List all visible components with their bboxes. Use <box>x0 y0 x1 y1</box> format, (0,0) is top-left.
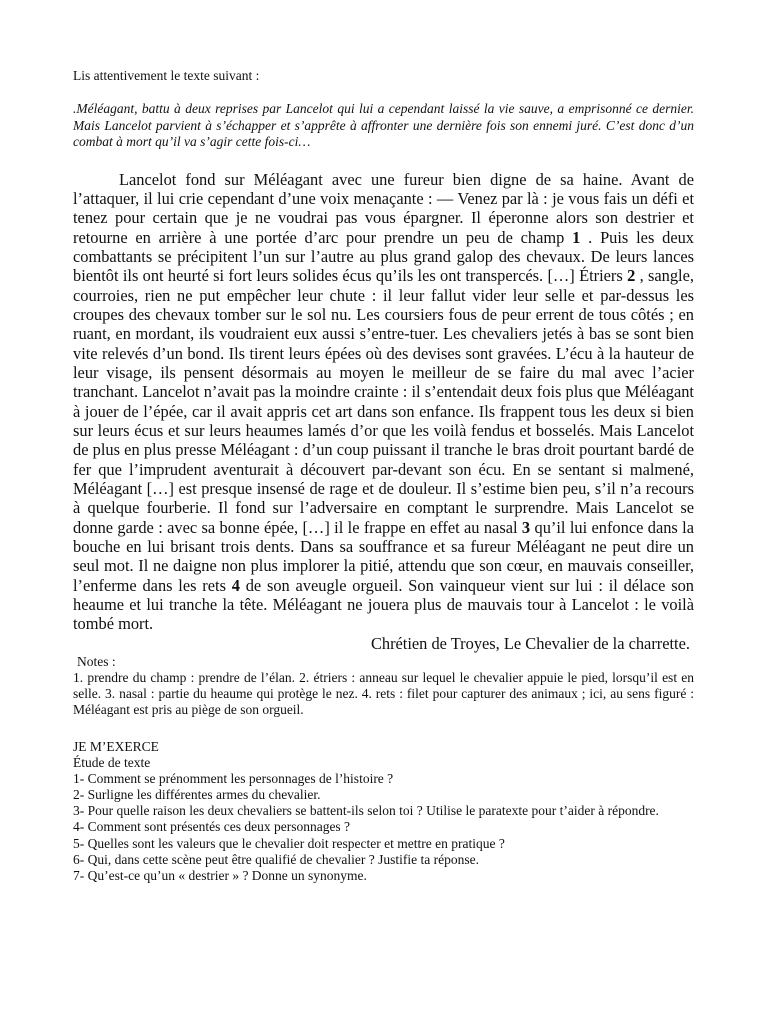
footnote-ref-4: 4 <box>231 575 240 595</box>
question-list <box>73 771 694 884</box>
exercise-title: JE M’EXERCE <box>73 738 159 754</box>
question-item: 1- Comment se prénomment les personnages de l’histoire ? <box>73 770 394 786</box>
notes-title: Notes : <box>77 653 116 669</box>
notes-text: 1. prendre du champ : prendre de l’élan. 2. étriers : anneau sur lequel le chevalier appuie le pied, lorsqu’il est en selle. 3. nasal : partie du heaume qui protège le nez. 4. rets : filet pour capturer des animaux ; ici, au sens figuré : Méléagant est pris au piège de son orgueil. <box>73 669 694 717</box>
main-text <box>73 170 694 634</box>
main-text-part-5: de son aveugle orgueil. Son vainqueur vient sur lui : il délace son heaume et lui tranche la tête. Méléagant ne jouera plus de mauvais tour à Lancelot : le voilà tombé mort. <box>73 575 694 634</box>
footnote-ref-2: 2 <box>627 266 636 286</box>
question-item: 3- Pour quelle raison les deux chevaliers se battent-ils selon toi ? Utilise le paratexte pour t’aider à répondre. <box>73 803 659 819</box>
main-text-part-1: Lancelot fond sur Méléagant avec une fureur bien digne de sa haine. Avant de l’attaquer, il lui crie cependant d’une voix menaçante : — Venez par là : je vous fais un défi et tenez pour certain que je ne voudrai pas vous épargner. Il éperonne alors son destrier et retourne en arrière à une portée d’arc pour prendre un peu de champ <box>73 169 694 247</box>
document-page <box>73 68 694 884</box>
question-item: 6- Qui, dans cette scène peut être qualifié de chevalier ? Justifie ta réponse. <box>73 851 479 867</box>
exercise-subtitle: Étude de texte <box>73 754 151 770</box>
main-text-part-2: . Puis les deux combattants se précipitent l’un sur l’autre au plus grand galop des chevaux. De leurs lances bientôt ils ont heurté si fort leurs solides écus qu’ils les ont transpercés. […] Étriers <box>73 227 694 286</box>
main-text-part-3: , sangle, courroies, rien ne put empêcher leur chute : il leur fallut vider leur selle et par-dessus les croupes des chevaux tomber sur le sol nu. Les coursiers fous de peur errent de tous côtés ; en ruant, en mordant, ils voudraient eux aussi s’entre-tuer. Les chevaliers jetés à bas se sont bien vite relevés d’un bond. Ils tirent leurs épées où des devises sont gravées. L’écu à la hauteur de leur visage, ils pensent désormais au moyen le meilleur de se faire du mal avec l’acier tranchant. Lancelot n’avait pas la moindre crainte : il s’entendait deux fois plus que Méléagant à jouer de l’épée, car il avait appris cet art dans son enfance. Ils frappent tous les deux si bien sur leurs écus et sur leurs heaumes lamés d’or que les voilà fendus et bosselés. Mais Lancelot de plus en plus presse Méléagant : d’un coup puissant il tranche le bras droit pourtant bardé de fer que l’imprudent aventurait à découvert par-devant son écu. En se sentant si malmené, Méléagant […] est presque insensé de rage et de douleur. Il s’estime bien peu, s’il n’a recours à quelque fourberie. Il fond sur l’adversaire en comptant le surprendre. Mais Lancelot se donne garde : avec sa bonne épée, […] il le frappe en effet au nasal <box>73 266 694 537</box>
question-item: 5- Quelles sont les valeurs que le chevalier doit respecter et mettre en pratique ? <box>73 835 505 851</box>
instruction-line: Lis attentivement le texte suivant : <box>73 68 260 83</box>
footnote-ref-1: 1 <box>572 227 581 247</box>
footnote-ref-3: 3 <box>521 517 531 537</box>
intro-paratext: .Méléagant, battu à deux reprises par Lancelot qui lui a cependant laissé la vie sauve, a emprisonné ce dernier. Mais Lancelot parvient à s’échapper et s’apprête à affronter une dernière fois son ennemi juré. C’est donc d’un combat à mort qu’il va s’agir cette fois-ci… <box>73 101 694 149</box>
question-item: 4- Comment sont présentés ces deux personnages ? <box>73 819 351 835</box>
question-item: 7- Qu’est-ce qu’un « destrier » ? Donne un synonyme. <box>73 867 367 883</box>
main-text-part-4: qu’il lui enfonce dans la bouche en lui brisant trois dents. Dans sa souffrance et sa fureur Méléagant ne peut dire un seul mot. Il ne daigne non plus implorer la pitié, attendu que son cœur, en mauvais conseiller, l’enferme dans les rets <box>73 517 694 595</box>
question-item: 2- Surligne les différentes armes du chevalier. <box>73 786 321 802</box>
attribution: Chrétien de Troyes, Le Chevalier de la charrette. <box>370 633 690 653</box>
